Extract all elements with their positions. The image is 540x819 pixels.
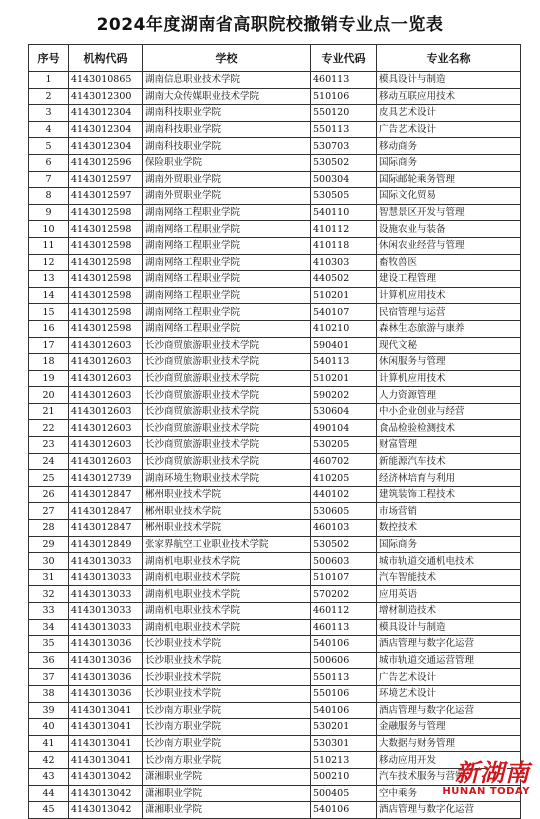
watermark-logo-text: 新湖南 xyxy=(455,759,530,787)
cell-org-code: 4143012603 xyxy=(69,437,143,454)
cell-school: 湖南机电职业技术学院 xyxy=(143,553,311,570)
cell-school: 长沙商贸旅游职业技术学院 xyxy=(143,370,311,387)
table-row xyxy=(29,652,521,669)
cell-major-name: 国际商务 xyxy=(377,536,521,553)
cell-school: 湖南网络工程职业学院 xyxy=(143,271,311,288)
table-row xyxy=(29,403,521,420)
cell-major-name: 畜牧兽医 xyxy=(377,254,521,271)
table-row xyxy=(29,802,521,819)
cell-serial-number: 24 xyxy=(29,453,69,470)
cell-major-code: 410303 xyxy=(311,254,377,271)
cell-serial-number: 10 xyxy=(29,221,69,238)
cell-school: 长沙职业技术学院 xyxy=(143,636,311,653)
cell-major-name: 中小企业创业与经营 xyxy=(377,403,521,420)
cell-org-code: 4143012598 xyxy=(69,237,143,254)
cell-school: 湖南科技职业学院 xyxy=(143,105,311,122)
cell-org-code: 4143013033 xyxy=(69,553,143,570)
cell-major-code: 540106 xyxy=(311,636,377,653)
cell-org-code: 4143012603 xyxy=(69,453,143,470)
cell-org-code: 4143012603 xyxy=(69,354,143,371)
cell-org-code: 4143013042 xyxy=(69,802,143,819)
cell-major-name: 市场营销 xyxy=(377,503,521,520)
header-major-name: 专业名称 xyxy=(377,45,521,72)
cell-major-code: 410112 xyxy=(311,221,377,238)
cell-serial-number: 3 xyxy=(29,105,69,122)
cell-school: 长沙职业技术学院 xyxy=(143,685,311,702)
cell-school: 长沙商贸旅游职业技术学院 xyxy=(143,354,311,371)
cell-school: 湖南机电职业技术学院 xyxy=(143,569,311,586)
cell-org-code: 4143013036 xyxy=(69,652,143,669)
cell-org-code: 4143012849 xyxy=(69,536,143,553)
table-row xyxy=(29,586,521,603)
cell-school: 长沙南方职业学院 xyxy=(143,719,311,736)
cell-org-code: 4143012603 xyxy=(69,370,143,387)
cell-serial-number: 11 xyxy=(29,237,69,254)
cell-major-name: 广告艺术设计 xyxy=(377,121,521,138)
table-row xyxy=(29,437,521,454)
cell-school: 湖南网络工程职业学院 xyxy=(143,254,311,271)
cell-major-code: 510213 xyxy=(311,752,377,769)
table-row xyxy=(29,669,521,686)
cell-major-code: 530502 xyxy=(311,536,377,553)
cell-school: 长沙商贸旅游职业技术学院 xyxy=(143,437,311,454)
cell-school: 湖南机电职业技术学院 xyxy=(143,619,311,636)
cell-serial-number: 40 xyxy=(29,719,69,736)
cell-major-name: 计算机应用技术 xyxy=(377,287,521,304)
cell-org-code: 4143013033 xyxy=(69,619,143,636)
cell-org-code: 4143013042 xyxy=(69,768,143,785)
cell-major-name: 金融服务与管理 xyxy=(377,719,521,736)
table-row xyxy=(29,536,521,553)
cell-major-name: 空中乘务 xyxy=(377,785,521,802)
cell-major-name: 设施农业与装备 xyxy=(377,221,521,238)
cell-major-code: 530605 xyxy=(311,503,377,520)
cell-org-code: 4143012598 xyxy=(69,254,143,271)
cell-major-name: 森林生态旅游与康养 xyxy=(377,320,521,337)
cell-serial-number: 26 xyxy=(29,486,69,503)
table-row xyxy=(29,105,521,122)
cell-major-code: 530201 xyxy=(311,719,377,736)
cell-org-code: 4143012603 xyxy=(69,337,143,354)
cell-org-code: 4143013033 xyxy=(69,569,143,586)
cell-major-name: 现代文秘 xyxy=(377,337,521,354)
table-row xyxy=(29,188,521,205)
cell-serial-number: 31 xyxy=(29,569,69,586)
cell-serial-number: 15 xyxy=(29,304,69,321)
table-row xyxy=(29,254,521,271)
cell-org-code: 4143012597 xyxy=(69,188,143,205)
cell-major-code: 410118 xyxy=(311,237,377,254)
cell-org-code: 4143013042 xyxy=(69,785,143,802)
cell-major-code: 500603 xyxy=(311,553,377,570)
table-row xyxy=(29,619,521,636)
cell-major-name: 建筑装饰工程技术 xyxy=(377,486,521,503)
cell-serial-number: 36 xyxy=(29,652,69,669)
table-row xyxy=(29,719,521,736)
cell-school: 湖南网络工程职业学院 xyxy=(143,221,311,238)
cell-school: 长沙商贸旅游职业技术学院 xyxy=(143,453,311,470)
cell-school: 湖南大众传媒职业技术学院 xyxy=(143,88,311,105)
cell-major-name: 数控技术 xyxy=(377,520,521,537)
cell-serial-number: 39 xyxy=(29,702,69,719)
cell-serial-number: 7 xyxy=(29,171,69,188)
cell-org-code: 4143012597 xyxy=(69,171,143,188)
cell-school: 湖南机电职业技术学院 xyxy=(143,603,311,620)
cell-major-code: 530205 xyxy=(311,437,377,454)
cell-org-code: 4143012847 xyxy=(69,486,143,503)
table-row xyxy=(29,503,521,520)
cell-major-code: 410205 xyxy=(311,470,377,487)
cell-serial-number: 6 xyxy=(29,154,69,171)
cell-org-code: 4143012603 xyxy=(69,403,143,420)
cell-major-code: 460113 xyxy=(311,619,377,636)
table-row xyxy=(29,271,521,288)
cell-school: 长沙南方职业学院 xyxy=(143,752,311,769)
table-row xyxy=(29,237,521,254)
cell-major-code: 590202 xyxy=(311,387,377,404)
cell-major-name: 广告艺术设计 xyxy=(377,669,521,686)
cell-org-code: 4143012598 xyxy=(69,304,143,321)
cell-org-code: 4143013036 xyxy=(69,685,143,702)
cell-major-code: 440102 xyxy=(311,486,377,503)
cell-major-name: 国际文化贸易 xyxy=(377,188,521,205)
cell-major-name: 皮具艺术设计 xyxy=(377,105,521,122)
cell-serial-number: 29 xyxy=(29,536,69,553)
cell-major-code: 500606 xyxy=(311,652,377,669)
table-row xyxy=(29,569,521,586)
cell-major-code: 540113 xyxy=(311,354,377,371)
cell-school: 郴州职业技术学院 xyxy=(143,486,311,503)
cell-major-code: 490104 xyxy=(311,420,377,437)
cell-org-code: 4143012739 xyxy=(69,470,143,487)
cell-major-code: 550113 xyxy=(311,121,377,138)
cell-serial-number: 44 xyxy=(29,785,69,802)
cell-school: 长沙南方职业学院 xyxy=(143,735,311,752)
table-row xyxy=(29,154,521,171)
table-row xyxy=(29,88,521,105)
cell-major-name: 移动商务 xyxy=(377,138,521,155)
cell-serial-number: 30 xyxy=(29,553,69,570)
cell-serial-number: 43 xyxy=(29,768,69,785)
cell-major-name: 休闲服务与管理 xyxy=(377,354,521,371)
cell-major-name: 酒店管理与数字化运营 xyxy=(377,636,521,653)
table-row xyxy=(29,470,521,487)
header-school: 学校 xyxy=(143,45,311,72)
cell-org-code: 4143012598 xyxy=(69,287,143,304)
table-row xyxy=(29,603,521,620)
cell-major-code: 530604 xyxy=(311,403,377,420)
cell-serial-number: 17 xyxy=(29,337,69,354)
cell-school: 湖南环境生物职业技术学院 xyxy=(143,470,311,487)
cell-org-code: 4143013036 xyxy=(69,669,143,686)
cell-school: 湖南网络工程职业学院 xyxy=(143,287,311,304)
cell-major-name: 应用英语 xyxy=(377,586,521,603)
cell-major-code: 550106 xyxy=(311,685,377,702)
cell-serial-number: 8 xyxy=(29,188,69,205)
cell-school: 潇湘职业学院 xyxy=(143,768,311,785)
cell-major-code: 500405 xyxy=(311,785,377,802)
cell-major-code: 530301 xyxy=(311,735,377,752)
cell-major-name: 城市轨道交通机电技术 xyxy=(377,553,521,570)
cell-school: 潇湘职业学院 xyxy=(143,802,311,819)
cell-major-name: 增材制造技术 xyxy=(377,603,521,620)
cell-serial-number: 25 xyxy=(29,470,69,487)
cell-serial-number: 9 xyxy=(29,204,69,221)
cell-major-name: 大数据与财务管理 xyxy=(377,735,521,752)
cell-major-name: 汽车技术服务与营销 xyxy=(377,768,521,785)
cell-major-code: 550113 xyxy=(311,669,377,686)
cell-org-code: 4143012304 xyxy=(69,138,143,155)
cell-serial-number: 2 xyxy=(29,88,69,105)
cell-major-code: 460113 xyxy=(311,72,377,89)
cell-school: 长沙商贸旅游职业技术学院 xyxy=(143,337,311,354)
cell-org-code: 4143012598 xyxy=(69,204,143,221)
cell-org-code: 4143012598 xyxy=(69,271,143,288)
cell-school: 长沙商贸旅游职业技术学院 xyxy=(143,403,311,420)
cell-school: 湖南信息职业技术学院 xyxy=(143,72,311,89)
cell-major-code: 540107 xyxy=(311,304,377,321)
cell-serial-number: 18 xyxy=(29,354,69,371)
cell-org-code: 4143012603 xyxy=(69,387,143,404)
cell-major-code: 530505 xyxy=(311,188,377,205)
table-row xyxy=(29,420,521,437)
table-row xyxy=(29,685,521,702)
cell-serial-number: 23 xyxy=(29,437,69,454)
cell-serial-number: 19 xyxy=(29,370,69,387)
cell-school: 湖南外贸职业学院 xyxy=(143,171,311,188)
cell-org-code: 4143013033 xyxy=(69,603,143,620)
cell-serial-number: 32 xyxy=(29,586,69,603)
table-row xyxy=(29,520,521,537)
cell-serial-number: 27 xyxy=(29,503,69,520)
table-row xyxy=(29,221,521,238)
cell-serial-number: 4 xyxy=(29,121,69,138)
cell-org-code: 4143012596 xyxy=(69,154,143,171)
cell-major-name: 计算机应用技术 xyxy=(377,370,521,387)
table-row xyxy=(29,636,521,653)
cell-org-code: 4143012598 xyxy=(69,320,143,337)
table-row xyxy=(29,370,521,387)
cell-major-name: 汽车智能技术 xyxy=(377,569,521,586)
cell-major-name: 民宿管理与运营 xyxy=(377,304,521,321)
cell-major-name: 城市轨道交通运营管理 xyxy=(377,652,521,669)
cell-org-code: 4143013036 xyxy=(69,636,143,653)
cell-major-name: 环境艺术设计 xyxy=(377,685,521,702)
cell-school: 张家界航空工业职业技术学院 xyxy=(143,536,311,553)
cell-major-name: 经济林培育与利用 xyxy=(377,470,521,487)
cell-org-code: 4143012603 xyxy=(69,420,143,437)
cell-major-name: 酒店管理与数字化运营 xyxy=(377,702,521,719)
cell-major-code: 530703 xyxy=(311,138,377,155)
cell-serial-number: 16 xyxy=(29,320,69,337)
table-row xyxy=(29,387,521,404)
cell-major-name: 食品检验检测技术 xyxy=(377,420,521,437)
cell-school: 长沙商贸旅游职业技术学院 xyxy=(143,420,311,437)
cell-major-code: 570202 xyxy=(311,586,377,603)
cell-major-code: 540106 xyxy=(311,702,377,719)
cell-school: 长沙南方职业学院 xyxy=(143,702,311,719)
cell-serial-number: 5 xyxy=(29,138,69,155)
cell-school: 长沙职业技术学院 xyxy=(143,652,311,669)
cell-major-name: 移动互联应用技术 xyxy=(377,88,521,105)
cell-serial-number: 45 xyxy=(29,802,69,819)
table-row xyxy=(29,337,521,354)
cell-school: 湖南网络工程职业学院 xyxy=(143,204,311,221)
cell-serial-number: 1 xyxy=(29,72,69,89)
table-row xyxy=(29,486,521,503)
table-row xyxy=(29,735,521,752)
cell-major-name: 新能源汽车技术 xyxy=(377,453,521,470)
cell-org-code: 4143012304 xyxy=(69,105,143,122)
cell-major-name: 国际商务 xyxy=(377,154,521,171)
table-row xyxy=(29,171,521,188)
news-watermark xyxy=(438,753,534,797)
cell-serial-number: 20 xyxy=(29,387,69,404)
cell-major-code: 540110 xyxy=(311,204,377,221)
cell-serial-number: 12 xyxy=(29,254,69,271)
cell-serial-number: 35 xyxy=(29,636,69,653)
cell-school: 湖南科技职业学院 xyxy=(143,138,311,155)
cell-major-name: 国际邮轮乘务管理 xyxy=(377,171,521,188)
cell-school: 湖南网络工程职业学院 xyxy=(143,320,311,337)
cell-org-code: 4143013041 xyxy=(69,702,143,719)
cell-org-code: 4143012300 xyxy=(69,88,143,105)
cell-major-code: 500304 xyxy=(311,171,377,188)
table-row xyxy=(29,702,521,719)
cell-school: 潇湘职业学院 xyxy=(143,785,311,802)
cell-major-code: 590401 xyxy=(311,337,377,354)
table-row xyxy=(29,121,521,138)
cell-major-code: 500210 xyxy=(311,768,377,785)
cell-school: 长沙商贸旅游职业技术学院 xyxy=(143,387,311,404)
cell-major-code: 510201 xyxy=(311,287,377,304)
cell-major-name: 休闲农业经营与管理 xyxy=(377,237,521,254)
table-header-row xyxy=(29,45,521,72)
cell-serial-number: 21 xyxy=(29,403,69,420)
cell-major-code: 550120 xyxy=(311,105,377,122)
cell-serial-number: 28 xyxy=(29,520,69,537)
cell-serial-number: 22 xyxy=(29,420,69,437)
header-major-code: 专业代码 xyxy=(311,45,377,72)
cell-serial-number: 33 xyxy=(29,603,69,620)
cell-org-code: 4143012847 xyxy=(69,503,143,520)
cell-org-code: 4143013041 xyxy=(69,752,143,769)
cell-major-code: 510201 xyxy=(311,370,377,387)
cell-major-code: 410210 xyxy=(311,320,377,337)
table-row xyxy=(29,287,521,304)
table-row xyxy=(29,72,521,89)
cell-serial-number: 37 xyxy=(29,669,69,686)
cell-major-code: 530502 xyxy=(311,154,377,171)
table-body xyxy=(29,72,521,819)
cell-major-name: 模具设计与制造 xyxy=(377,72,521,89)
table-row xyxy=(29,320,521,337)
cell-school: 湖南外贸职业学院 xyxy=(143,188,311,205)
cell-org-code: 4143012304 xyxy=(69,121,143,138)
cell-major-code: 440502 xyxy=(311,271,377,288)
cell-school: 湖南科技职业学院 xyxy=(143,121,311,138)
cell-major-code: 460103 xyxy=(311,520,377,537)
table-row xyxy=(29,138,521,155)
table-row xyxy=(29,553,521,570)
cell-major-code: 510106 xyxy=(311,88,377,105)
cell-org-code: 4143013041 xyxy=(69,735,143,752)
cell-major-name: 财富管理 xyxy=(377,437,521,454)
cell-org-code: 4143012847 xyxy=(69,520,143,537)
page-title: 2024年度湖南省高职院校撤销专业点一览表 xyxy=(96,14,444,35)
cell-school: 保险职业学院 xyxy=(143,154,311,171)
cell-school: 郴州职业技术学院 xyxy=(143,520,311,537)
watermark-subtitle: HUNAN TODAY xyxy=(442,786,530,797)
header-serial-number: 序号 xyxy=(29,45,69,72)
cell-major-name: 智慧景区开发与管理 xyxy=(377,204,521,221)
cell-major-code: 510107 xyxy=(311,569,377,586)
cell-serial-number: 13 xyxy=(29,271,69,288)
table-row xyxy=(29,453,521,470)
cell-serial-number: 34 xyxy=(29,619,69,636)
cell-org-code: 4143013033 xyxy=(69,586,143,603)
cell-school: 长沙职业技术学院 xyxy=(143,669,311,686)
cell-school: 湖南网络工程职业学院 xyxy=(143,237,311,254)
cell-serial-number: 41 xyxy=(29,735,69,752)
cell-serial-number: 14 xyxy=(29,287,69,304)
cell-major-name: 建设工程管理 xyxy=(377,271,521,288)
cell-major-code: 460702 xyxy=(311,453,377,470)
cell-major-code: 460112 xyxy=(311,603,377,620)
cell-school: 湖南网络工程职业学院 xyxy=(143,304,311,321)
cell-org-code: 4143010865 xyxy=(69,72,143,89)
cell-org-code: 4143012598 xyxy=(69,221,143,238)
table-row xyxy=(29,354,521,371)
cell-major-code: 540106 xyxy=(311,802,377,819)
table-row xyxy=(29,304,521,321)
cell-major-name: 酒店管理与数字化运营 xyxy=(377,802,521,819)
revoked-majors-table xyxy=(28,44,521,819)
table-row xyxy=(29,204,521,221)
cell-school: 郴州职业技术学院 xyxy=(143,503,311,520)
cell-major-name: 人力资源管理 xyxy=(377,387,521,404)
cell-school: 湖南机电职业技术学院 xyxy=(143,586,311,603)
header-org-code: 机构代码 xyxy=(69,45,143,72)
cell-serial-number: 42 xyxy=(29,752,69,769)
cell-major-name: 模具设计与制造 xyxy=(377,619,521,636)
cell-serial-number: 38 xyxy=(29,685,69,702)
cell-major-name: 移动应用开发 xyxy=(377,752,521,769)
cell-org-code: 4143013041 xyxy=(69,719,143,736)
